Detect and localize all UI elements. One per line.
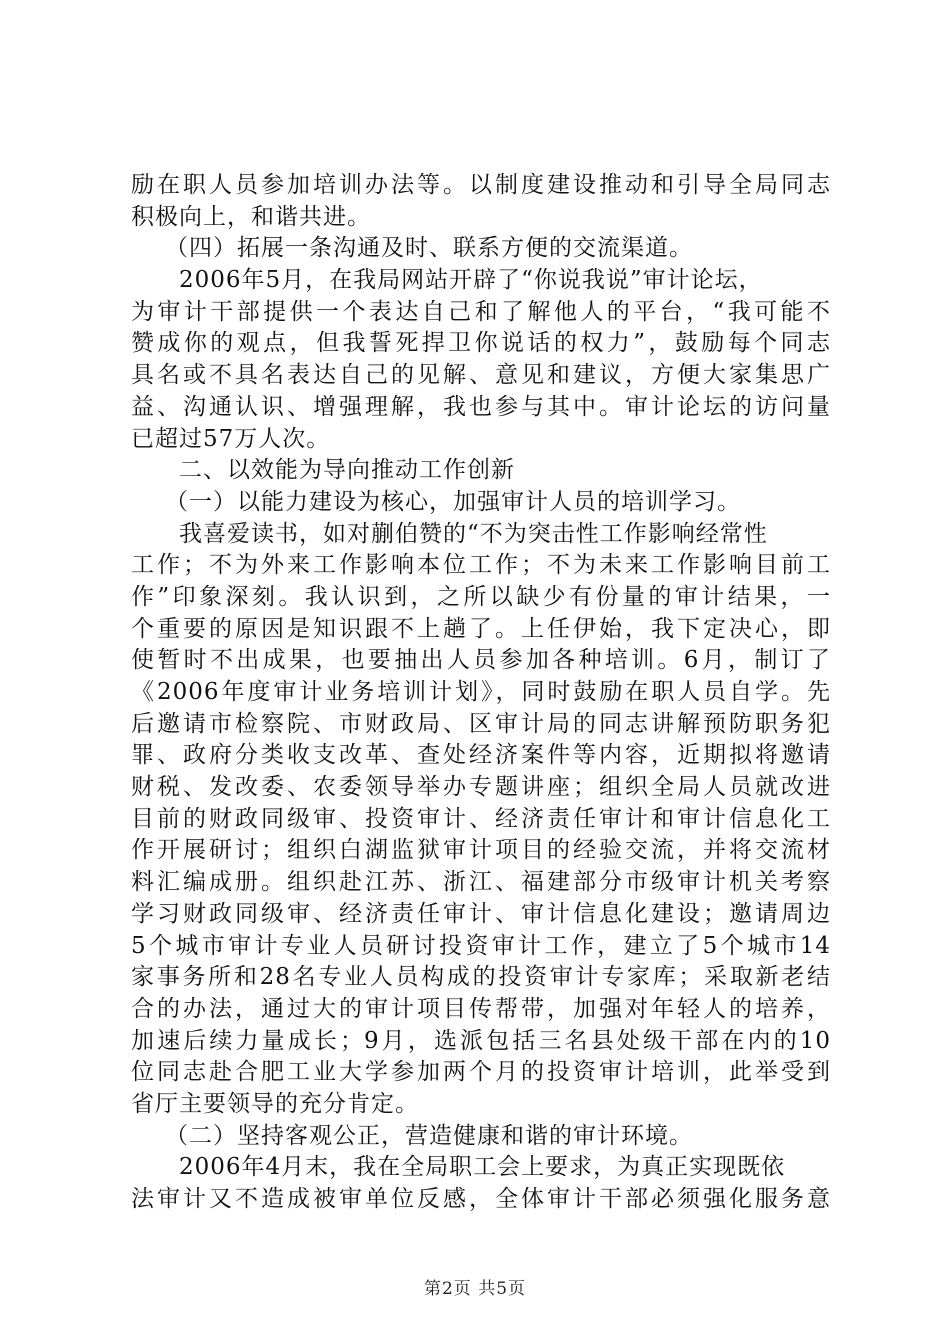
- text-line: 工作；不为外来工作影响本位工作；不为未来工作影响目前工: [131, 552, 831, 579]
- text-line: 料汇编成册。组织赴江苏、浙江、福建部分市级审计机关考察: [131, 869, 831, 896]
- text-line: 为审计干部提供一个表达自己和了解他人的平台，“我可能不: [131, 298, 831, 325]
- text-line: 已超过57万人次。: [131, 425, 331, 452]
- text-line: 家事务所和28名专业人员构成的投资审计专家库；采取新老结: [131, 964, 831, 991]
- text-line: 法审计又不造成被审单位反感，全体审计干部必须强化服务意: [131, 1186, 831, 1212]
- text-line: 《2006年度审计业务培训计划》，同时鼓励在职人员自学。先: [131, 679, 831, 705]
- text-line: 目前的财政同级审、投资审计、经济责任审计和审计信息化工: [131, 805, 831, 832]
- text-line: 合的办法，通过大的审计项目传帮带，加强对年轻人的培养，: [131, 995, 831, 1022]
- text-line: 个重要的原因是知识跟不上趟了。上任伊始，我下定决心，即: [131, 615, 831, 642]
- page-number-footer: 第2页 共5页: [423, 1279, 527, 1299]
- document-body: [131, 170, 831, 1216]
- text-line: 作开展研讨；组织白湖监狱审计项目的经验交流，并将交流材: [131, 837, 831, 864]
- text-line: 省厅主要领导的充分肯定。: [131, 1090, 419, 1117]
- text-line: 赞成你的观点，但我誓死捍卫你说话的权力”，鼓励每个同志: [131, 330, 831, 357]
- section-heading: （二）坚持客观公正，营造健康和谐的审计环境。: [165, 1122, 693, 1149]
- text-line: 财税、发改委、农委领导举办专题讲座；组织全局人员就改进: [131, 774, 831, 801]
- text-line: 2006年4月末，我在全局职工会上要求，为真正实现既依: [179, 1154, 786, 1181]
- text-line: 5个城市审计专业人员研讨投资审计工作，建立了5个城市14: [131, 932, 831, 959]
- text-line: 益、沟通认识、增强理解，我也参与其中。审计论坛的访问量: [131, 393, 831, 420]
- text-line: 学习财政同级审、经济责任审计、审计信息化建设；邀请周边: [131, 900, 831, 927]
- text-line: 积极向上，和谐共进。: [131, 203, 371, 230]
- text-line: 位同志赴合肥工业大学参加两个月的投资审计培训，此举受到: [131, 1059, 831, 1086]
- text-line: 具名或不具名表达自己的见解、意见和建议，方便大家集思广: [131, 362, 831, 389]
- text-line: 使暂时不出成果，也要抽出人员参加各种培训。6月，制订了: [131, 647, 831, 674]
- text-line: 后邀请市检察院、市财政局、区审计局的同志讲解预防职务犯: [131, 710, 831, 737]
- text-line: 罪、政府分类收支改革、查处经济案件等内容，近期拟将邀请: [131, 742, 831, 769]
- section-heading: （四）拓展一条沟通及时、联系方便的交流渠道。: [165, 235, 693, 262]
- text-line: 2006年5月，在我局网站开辟了“你说我说”审计论坛，: [179, 267, 763, 294]
- section-heading: 二、以效能为导向推动工作创新: [179, 457, 515, 484]
- text-line: 作”印象深刻。我认识到，之所以缺少有份量的审计结果，一: [131, 583, 831, 610]
- text-line: 励在职人员参加培训办法等。以制度建设推动和引导全局同志: [131, 172, 831, 198]
- section-heading: （一）以能力建设为核心，加强审计人员的培训学习。: [165, 488, 741, 515]
- text-line: 加速后续力量成长；9月，选派包括三名县处级干部在内的10: [131, 1027, 831, 1054]
- text-line: 我喜爱读书，如对蒯伯赞的“不为突击性工作影响经常性: [179, 520, 768, 547]
